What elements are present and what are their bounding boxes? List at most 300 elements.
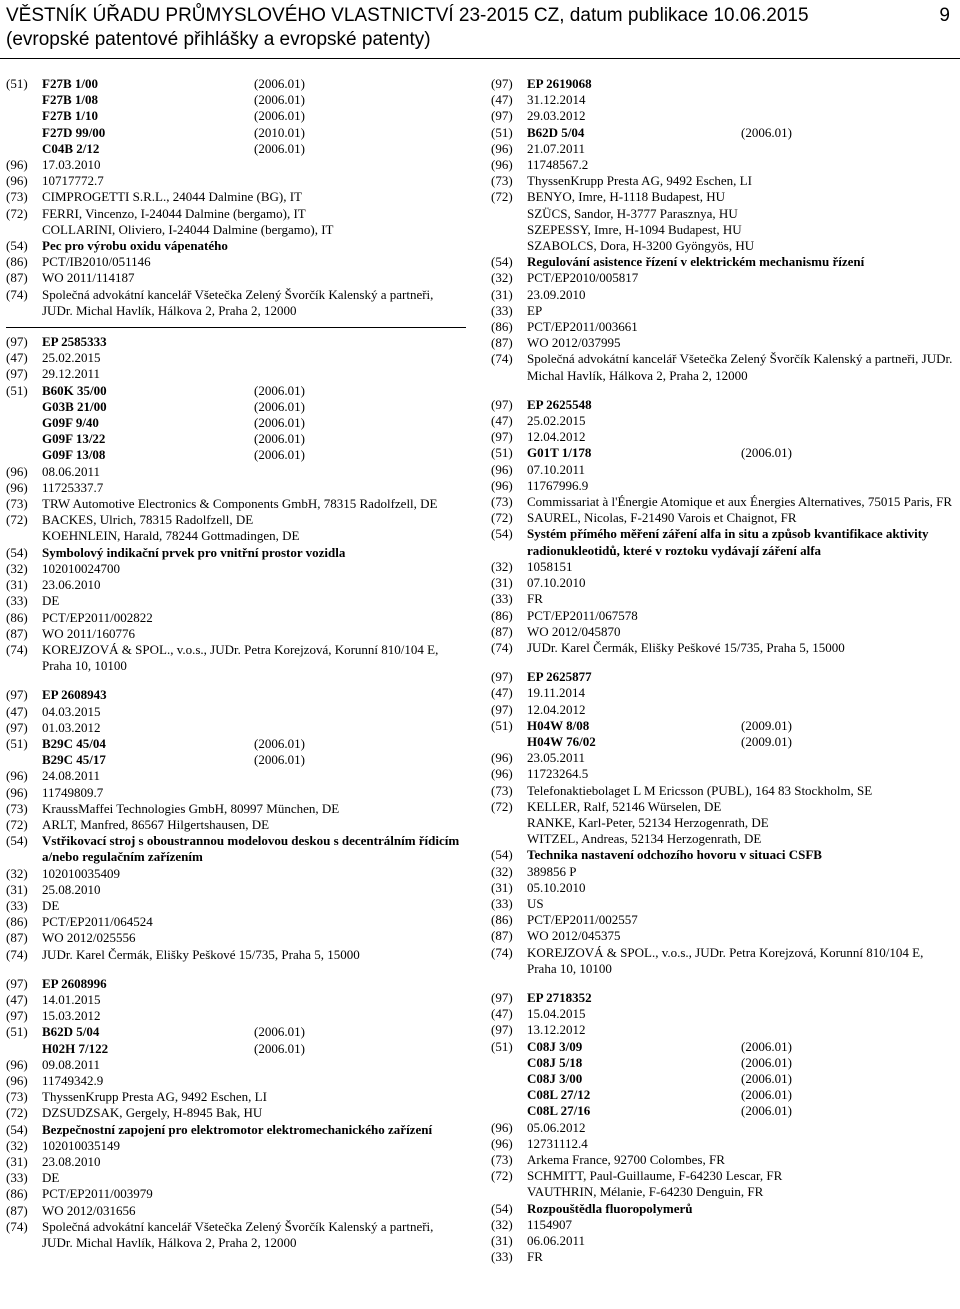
ipc-version: (2006.01) [741,1038,792,1054]
field-value: DZSUDZSAK, Gergely, H-8945 Bak, HU [42,1105,263,1121]
ipc-class-line [42,415,466,431]
inid-code: (31) [491,1233,513,1249]
ipc-class-line [42,92,466,108]
field-row [6,1105,466,1121]
field-row [6,334,466,350]
ipc-class: H04W 76/02 [527,733,596,749]
inid-code: (96) [491,157,513,173]
field-value: CIMPROGETTI S.R.L., 24044 Dalmine (BG), IT [42,189,302,205]
ipc-class: H04W 8/08 [527,717,590,733]
field-row [6,238,466,254]
inid-code: (33) [491,302,513,318]
inid-code: (87) [491,335,513,351]
ipc-class-line [42,1024,466,1040]
field-value: 17.03.2010 [42,157,101,173]
field-row [6,383,466,464]
field-value: SAUREL, Nicolas, F-21490 Varois et Chaignot, FR [527,510,797,526]
ipc-classification-list [42,736,466,768]
inid-code: (32) [6,560,28,576]
field-value: 15.04.2015 [527,1006,586,1022]
ipc-classification-list [42,383,466,464]
inid-code: (86) [6,1186,28,1202]
inid-code: (54) [491,1200,513,1216]
field-value: 12.04.2012 [527,429,586,445]
inid-code: (32) [491,558,513,574]
inid-code: (72) [491,1168,513,1184]
field-value: FR [527,591,543,607]
inid-code: (97) [491,669,513,685]
inid-code: (87) [491,623,513,639]
field-row [6,1057,466,1073]
field-value: ARLT, Manfred, 86567 Hilgertshausen, DE [42,816,270,832]
field-row [6,1122,466,1138]
inid-code: (72) [491,189,513,205]
field-value: 23.06.2010 [42,577,101,593]
field-row [491,270,953,286]
ipc-class-line [42,752,466,768]
field-value: 24.08.2011 [42,768,101,784]
ipc-classification-list [527,718,953,750]
field-row [491,1217,953,1233]
field-value: TRW Automotive Electronics & Components GmbH, 78315 Radolfzell, DE [42,496,438,512]
field-row [491,303,953,319]
field-row [6,1219,466,1251]
field-row [491,750,953,766]
inid-code: (87) [6,1202,28,1218]
ipc-classification-list [527,125,953,141]
field-row [6,270,466,286]
inid-code: (73) [6,800,28,816]
ipc-classification-list [527,1039,953,1120]
ipc-class-line [42,141,466,157]
ipc-version: (2009.01) [741,733,792,749]
field-value: 06.06.2011 [527,1233,586,1249]
inid-code: (97) [6,366,28,382]
field-value: PCT/EP2011/064524 [42,914,153,930]
field-row [491,624,953,640]
field-row [6,1203,466,1219]
inid-code: (96) [6,1072,28,1088]
ipc-version: (2006.01) [254,431,305,447]
inid-code: (97) [6,687,28,703]
ipc-version: (2006.01) [254,415,305,431]
field-value-bold: EP 2625877 [527,669,592,685]
inid-code: (74) [6,946,28,962]
field-value: DE [42,593,60,609]
field-row [491,189,953,254]
field-row [6,1170,466,1186]
ipc-class-line [42,736,466,752]
field-row [6,992,466,1008]
field-value: 04.03.2015 [42,703,101,719]
field-row [491,157,953,173]
inid-code: (74) [491,944,513,960]
ipc-version: (2006.01) [254,76,305,91]
ipc-class: F27B 1/08 [42,92,98,108]
inid-code: (74) [491,351,513,367]
field-value: 11725337.7 [42,479,104,495]
ipc-class: B62D 5/04 [42,1024,100,1040]
field-row [491,478,953,494]
inid-code: (51) [6,735,28,751]
field-row [491,351,953,383]
field-value: JUDr. Karel Čermák, Elišky Peškové 15/735, Praha 5, 15000 [527,639,845,655]
field-row [491,397,953,413]
ipc-version: (2006.01) [741,1054,792,1070]
field-value-bold: Systém přímého měření záření alfa in situ a způsob kvantifikace aktivity radionukleotidů, které v roztoku vydávají záření alfa [527,526,929,558]
ipc-classification-list [42,76,466,157]
inid-code: (33) [491,591,513,607]
field-value: 10717772.7 [42,173,104,189]
inid-code: (87) [6,270,28,286]
page-header [6,4,956,52]
field-row [6,157,466,173]
field-value: WO 2012/031656 [42,1202,136,1218]
field-value: 21.07.2011 [527,140,586,156]
field-row [491,575,953,591]
field-row [491,1201,953,1217]
ipc-class-line [527,125,953,141]
ipc-classification-list [42,1024,466,1056]
field-value: 1058151 [527,558,573,574]
ipc-version: (2006.01) [741,1103,792,1119]
field-value: 31.12.2014 [527,92,586,108]
inid-code: (33) [491,895,513,911]
inid-code: (87) [491,928,513,944]
ipc-version: (2006.01) [254,1040,305,1056]
inid-code: (72) [6,205,28,221]
ipc-class: B62D 5/04 [527,124,585,140]
field-row [6,704,466,720]
field-row [6,206,466,238]
field-value: PCT/EP2011/067578 [527,607,638,623]
field-value: 05.10.2010 [527,879,586,895]
ipc-version: (2006.01) [254,447,305,463]
inid-code: (97) [491,701,513,717]
field-value: FERRI, Vincenzo, I-24044 Dalmine (bergamo), IT COLLARINI, Oliviero, I-24044 Dalmine (bergamo), IT [42,205,334,237]
inid-code: (72) [6,512,28,528]
ipc-class: B60K 35/00 [42,382,107,398]
field-row [491,494,953,510]
field-value: 102010035409 [42,865,120,881]
field-value-bold: EP 2619068 [527,76,592,91]
field-value-bold: Technika nastavení odchozího hovoru v situaci CSFB [527,847,822,863]
field-row [491,445,953,461]
inid-code: (96) [6,173,28,189]
inid-code: (73) [491,1152,513,1167]
field-row [491,287,953,303]
field-row [6,626,466,642]
field-value: BENYO, Imre, H-1118 Budapest, HU SZÜCS, Sandor, H-3777 Parasznya, HU SZEPESSY, Imre, H-1094 Budapest, HU SZABOLCS, Dora, H-3200 Gyöngyös, HU [527,189,755,254]
field-row [6,366,466,382]
field-row [6,173,466,189]
ipc-version: (2006.01) [741,1070,792,1086]
ipc-class: G09F 9/40 [42,415,99,431]
field-value-bold: Regulování asistence řízení v elektrickém mechanismu řízení [527,254,865,270]
field-row [491,1152,953,1168]
field-value: 389856 P [527,863,577,879]
field-row [491,510,953,526]
ipc-class-line [527,1071,953,1087]
field-value: 08.06.2011 [42,463,101,479]
field-value: WO 2012/037995 [527,335,621,351]
inid-code: (73) [6,496,28,512]
field-value: JUDr. Karel Čermák, Elišky Peškové 15/735, Praha 5, 15000 [42,946,360,962]
ipc-class: C08J 5/18 [527,1054,583,1070]
bulletin-title: VĚSTNÍK ÚŘADU PRŮMYSLOVÉHO VLASTNICTVÍ 23-2015 CZ, datum publikace 10.06.2015 [6,5,809,26]
ipc-class: C08L 27/16 [527,1103,591,1119]
ipc-version: (2006.01) [741,1087,792,1103]
field-value: 12731112.4 [527,1135,588,1151]
inid-code: (96) [6,1056,28,1072]
inid-code: (96) [6,784,28,800]
field-row [6,189,466,205]
field-row [6,642,466,674]
inid-code: (31) [491,575,513,591]
field-row [491,990,953,1006]
ipc-class: B29C 45/17 [42,752,106,768]
field-row [6,1089,466,1105]
field-value: EP [527,302,543,318]
field-row [491,685,953,701]
field-row [491,1006,953,1022]
ipc-class-line [42,383,466,399]
inid-code: (97) [6,719,28,735]
inid-code: (97) [491,76,513,91]
field-row [491,429,953,445]
inid-code: (72) [6,816,28,832]
inid-code: (96) [6,768,28,784]
inid-code: (31) [491,286,513,302]
field-row [491,640,953,656]
field-value: PCT/EP2011/003979 [42,1186,153,1202]
field-value: 11767996.9 [527,477,589,493]
field-value: KOREJZOVÁ & SPOL., v.o.s., JUDr. Petra Korejzová, Korunní 810/104 E, Praha 10, 10100 [42,641,439,674]
ipc-version: (2006.01) [254,92,305,108]
field-value-bold: Bezpečnostní zapojení pro elektromotor elektromechanického zařízení [42,1121,433,1137]
inid-code: (96) [491,461,513,477]
inid-code: (47) [491,685,513,701]
inid-code: (74) [491,639,513,655]
inid-code: (73) [6,1089,28,1105]
field-value-bold: EP 2718352 [527,989,592,1005]
field-row [6,801,466,817]
ipc-class: C08J 3/00 [527,1070,583,1086]
right-column [491,76,953,1265]
ipc-class-line [42,108,466,124]
field-value-bold: EP 2625548 [527,396,592,412]
record-gap [491,977,953,990]
field-value: 25.08.2010 [42,881,101,897]
inid-code: (47) [6,703,28,719]
field-row [491,945,953,977]
field-row [6,768,466,784]
ipc-class: F27B 1/10 [42,108,98,124]
field-value: 102010035149 [42,1137,120,1153]
ipc-class: F27B 1/00 [42,76,98,91]
field-row [491,559,953,575]
field-value: PCT/IB2010/051146 [42,254,151,270]
inid-code: (32) [6,1137,28,1153]
field-value: 12.04.2012 [527,701,586,717]
field-row [491,108,953,124]
page-number: 9 [939,5,950,26]
field-row [6,577,466,593]
ipc-version: (2006.01) [741,124,792,140]
field-row [6,817,466,833]
field-value: 23.09.2010 [527,286,586,302]
inid-code: (47) [6,991,28,1007]
field-row [491,799,953,848]
ipc-class-line [42,125,466,141]
inid-code: (54) [6,544,28,560]
ipc-class: G03B 21/00 [42,398,107,414]
field-row [6,496,466,512]
field-row [6,464,466,480]
inid-code: (32) [491,270,513,286]
field-row [491,1168,953,1200]
inid-code: (96) [491,766,513,782]
field-value-bold: EP 2608996 [42,975,107,991]
ipc-class-line [527,1055,953,1071]
field-value: 29.03.2012 [527,108,586,124]
inid-code: (31) [6,577,28,593]
field-value: Commissariat à l'Énergie Atomique et aux Énergies Alternatives, 75015 Paris, FR [527,494,953,510]
inid-code: (47) [491,92,513,108]
left-column [6,76,466,1251]
ipc-class-line [527,1103,953,1119]
inid-code: (33) [6,897,28,913]
field-row [6,1138,466,1154]
field-value: 07.10.2011 [527,461,586,477]
field-value: 23.05.2011 [527,750,586,766]
inid-code: (87) [6,930,28,946]
field-value: Společná advokátní kancelář Všetečka Zelený Švorčík Kalenský a partneři, JUDr. Michal Havlík, Hálkova 2, Praha 2, 12000 [527,351,953,383]
field-row [491,76,953,92]
field-row [6,350,466,366]
ipc-version: (2006.01) [254,108,305,124]
field-row [491,173,953,189]
field-row [491,526,953,558]
field-value: KraussMaffei Technologies GmbH, 80997 München, DE [42,800,340,816]
field-row [6,930,466,946]
field-value: 11749342.9 [42,1072,104,1088]
inid-code: (72) [491,798,513,814]
field-value: 14.01.2015 [42,991,101,1007]
field-row [6,882,466,898]
field-row [6,287,466,319]
field-row [491,783,953,799]
ipc-class-line [527,718,953,734]
field-row [6,561,466,577]
inid-code: (73) [6,189,28,205]
field-row [491,864,953,880]
field-value: 01.03.2012 [42,719,101,735]
field-value: Telefonaktiebolaget L M Ericsson (PUBL), 164 83 Stockholm, SE [527,782,873,798]
field-row [491,92,953,108]
ipc-class-line [527,1087,953,1103]
inid-code: (51) [6,1024,28,1040]
inid-code: (31) [6,881,28,897]
field-value: Arkema France, 92700 Colombes, FR [527,1152,725,1167]
field-value: 1154907 [527,1216,573,1232]
ipc-version: (2006.01) [254,752,305,768]
record-gap [6,963,466,976]
record-gap [6,674,466,687]
field-value: WO 2012/025556 [42,930,136,946]
ipc-class-line [527,445,953,461]
ipc-class-line [527,734,953,750]
ipc-class-line [527,1039,953,1055]
ipc-class-line [42,399,466,415]
field-value: 23.08.2010 [42,1154,101,1169]
field-row [491,141,953,157]
inid-code: (51) [6,76,28,91]
inid-code: (47) [6,350,28,366]
field-row [491,1022,953,1038]
inid-code: (97) [6,1008,28,1024]
field-row [6,720,466,736]
inid-code: (32) [491,863,513,879]
ipc-class: F27D 99/00 [42,124,106,140]
inid-code: (51) [491,124,513,140]
field-row [6,512,466,544]
ipc-version: (2009.01) [741,717,792,733]
field-row [491,413,953,429]
field-row [6,593,466,609]
ipc-class: G09F 13/08 [42,447,106,463]
ipc-class: C04B 2/12 [42,140,100,156]
field-row [491,608,953,624]
field-value: 11723264.5 [527,766,589,782]
inid-code: (86) [491,319,513,335]
field-value: KELLER, Ralf, 52146 Würselen, DE RANKE, Karl-Peter, 52134 Herzogenrath, DE WITZEL, Andreas, 52134 Herzogenrath, DE [527,798,769,847]
ipc-class: B29C 45/04 [42,735,106,751]
inid-code: (54) [491,847,513,863]
inid-code: (73) [491,782,513,798]
field-row [491,766,953,782]
field-value: 25.02.2015 [42,350,101,366]
field-row [6,785,466,801]
inid-code: (86) [491,912,513,928]
field-row [6,736,466,768]
inid-code: (33) [6,1170,28,1186]
inid-code: (73) [491,173,513,189]
field-value: 29.12.2011 [42,366,101,382]
inid-code: (33) [491,1249,513,1265]
inid-code: (96) [491,1135,513,1151]
ipc-class: H02H 7/122 [42,1040,109,1056]
inid-code: (86) [6,914,28,930]
record-separator [6,327,466,328]
inid-code: (96) [491,1119,513,1135]
inid-code: (54) [6,238,28,254]
inid-code: (97) [491,1022,513,1038]
field-value: DE [42,897,60,913]
field-value: ThyssenKrupp Presta AG, 9492 Eschen, LI [527,173,752,189]
field-value: PCT/EP2011/003661 [527,319,638,335]
inid-code: (96) [6,479,28,495]
field-row [491,1233,953,1249]
inid-code: (32) [491,1216,513,1232]
inid-code: (73) [491,494,513,510]
field-row [6,545,466,561]
record-gap [491,384,953,397]
field-row [6,1154,466,1170]
field-value-bold: Symbolový indikační prvek pro vnitřní prostor vozidla [42,544,346,560]
ipc-class-line [42,76,466,92]
field-row [6,1186,466,1202]
